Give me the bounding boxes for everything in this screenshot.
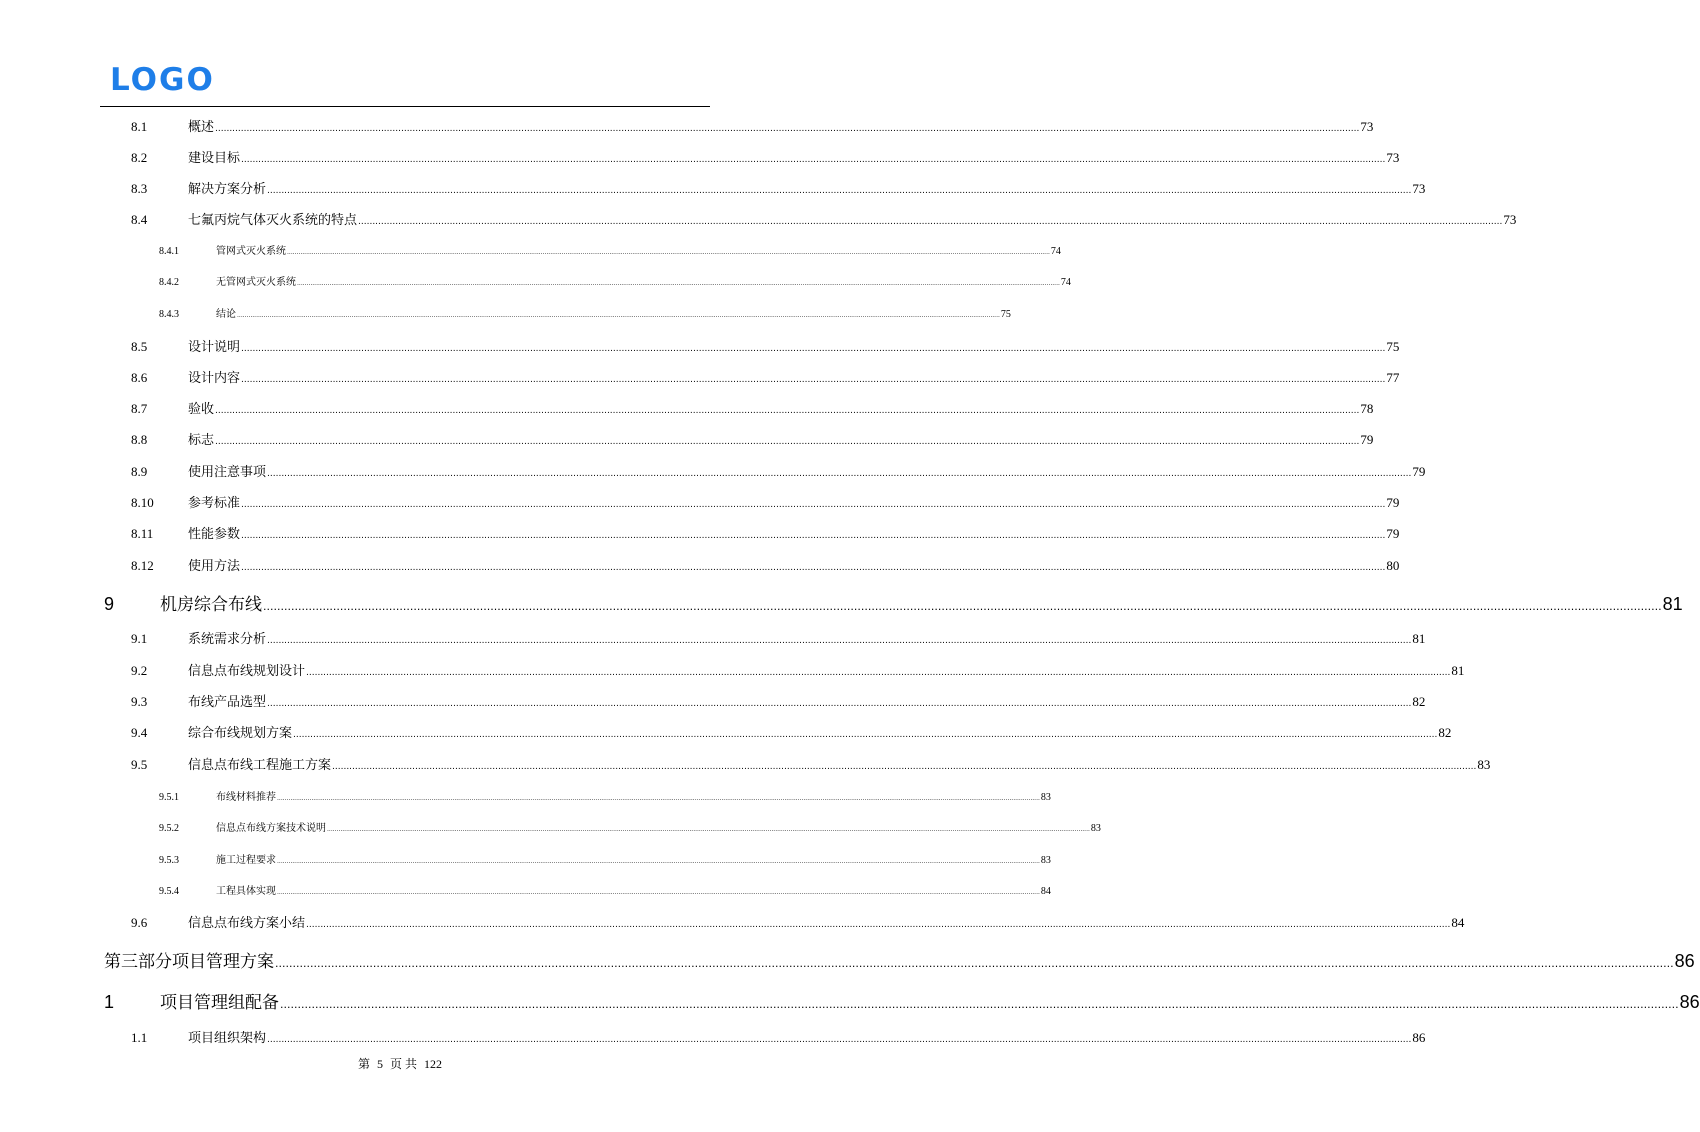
toc-entry-number: 9.1 bbox=[131, 631, 148, 646]
toc-dot-leader: ................................................................................................................................................................................................................................................................................................................................................................................................................ bbox=[215, 124, 1360, 134]
footer-mid: 页 共 bbox=[390, 1057, 418, 1071]
toc-entry-page: 79 bbox=[1412, 464, 1426, 479]
toc-dot-leader: ................................................................................................................................................................................................................................................................................................................................................................................................................ bbox=[277, 795, 1040, 802]
toc-entry-title: 信息点布线方案技术说明 bbox=[216, 823, 326, 834]
toc-dot-leader: ................................................................................................................................................................................................................................................................................................................................................................................................................ bbox=[267, 186, 1412, 196]
toc-entry[interactable] bbox=[131, 398, 1374, 417]
toc-entry[interactable] bbox=[131, 555, 1400, 574]
toc-dot-leader: ................................................................................................................................................................................................................................................................................................................................................................................................................ bbox=[267, 636, 1412, 646]
toc-entry-page: 75 bbox=[1000, 309, 1011, 320]
toc-entry-title: 施工过程要求 bbox=[216, 855, 276, 866]
toc-entry[interactable] bbox=[131, 912, 1465, 931]
toc-entry-number: 8.4.3 bbox=[159, 309, 179, 320]
toc-entry[interactable] bbox=[131, 178, 1426, 197]
toc-entry-page: 75 bbox=[1386, 339, 1400, 354]
toc-entry-number: 9.5.1 bbox=[159, 792, 179, 803]
toc-dot-leader: ................................................................................................................................................................................................................................................................................................................................................................................................................ bbox=[293, 730, 1438, 740]
toc-entry[interactable] bbox=[131, 523, 1400, 542]
toc-entry-title: 验收 bbox=[188, 402, 215, 417]
toc-entry-page: 81 bbox=[1662, 594, 1683, 614]
toc-entry-number: 8.7 bbox=[131, 401, 148, 416]
toc-entry[interactable] bbox=[159, 242, 1061, 257]
footer-prefix: 第 bbox=[357, 1057, 370, 1071]
toc-entry-page: 81 bbox=[1412, 631, 1426, 646]
logo: LOGO bbox=[110, 62, 215, 98]
toc-dot-leader: ................................................................................................................................................................................................................................................................................................................................................................................................................ bbox=[287, 249, 1050, 256]
toc-dot-leader: ................................................................................................................................................................................................................................................................................................................................................................................................................ bbox=[215, 406, 1360, 416]
toc-entry-number: 9.5.4 bbox=[159, 886, 179, 897]
toc-entry-number: 8.10 bbox=[131, 495, 154, 510]
toc-dot-leader: ................................................................................................................................................................................................................................................................................................................................................................................................................ bbox=[241, 344, 1386, 354]
toc-entry[interactable] bbox=[131, 691, 1426, 710]
toc-dot-leader: ................................................................................................................................................................................................................................................................................................................................................................................................................ bbox=[237, 312, 1000, 319]
toc-entry[interactable] bbox=[104, 947, 1695, 972]
toc-entry-title: 工程具体实现 bbox=[216, 886, 276, 897]
toc-dot-leader: ................................................................................................................................................................................................................................................................................................................................................................................................................ bbox=[267, 469, 1412, 479]
toc-dot-leader: ................................................................................................................................................................................................................................................................................................................................................................................................................ bbox=[306, 920, 1451, 930]
toc-entry-title: 项目组织架构 bbox=[188, 1031, 267, 1046]
toc-entry-number: 9.5.3 bbox=[159, 855, 179, 866]
toc-dot-leader: ................................................................................................................................................................................................................................................................................................................................................................................................................ bbox=[275, 957, 1674, 970]
toc-entry-page: 84 bbox=[1451, 915, 1465, 930]
toc-entry-page: 73 bbox=[1412, 181, 1426, 196]
toc-entry-number: 8.1 bbox=[131, 119, 148, 134]
toc-entry[interactable] bbox=[131, 492, 1400, 511]
toc-dot-leader: ................................................................................................................................................................................................................................................................................................................................................................................................................ bbox=[332, 762, 1477, 772]
toc-entry-title: 第三部分项目管理方案 bbox=[104, 952, 274, 972]
toc-entry-number: 8.4.1 bbox=[159, 246, 179, 257]
toc-entry-page: 77 bbox=[1386, 370, 1400, 385]
toc-entry-page: 83 bbox=[1040, 792, 1051, 803]
toc-entry-page: 73 bbox=[1503, 212, 1517, 227]
toc-entry-page: 86 bbox=[1674, 951, 1695, 971]
toc-entry[interactable] bbox=[131, 754, 1491, 773]
toc-entry-title: 标志 bbox=[188, 433, 215, 448]
toc-entry-page: 74 bbox=[1060, 277, 1071, 288]
toc-entry-page: 82 bbox=[1412, 694, 1426, 709]
toc-entry-title: 信息点布线工程施工方案 bbox=[188, 758, 332, 773]
toc-entry[interactable] bbox=[131, 461, 1426, 480]
toc-entry-title: 概述 bbox=[188, 120, 215, 135]
toc-entry-title: 设计内容 bbox=[188, 371, 241, 386]
toc-entry[interactable] bbox=[159, 882, 1051, 897]
toc-entry[interactable] bbox=[159, 819, 1101, 834]
toc-entry-title: 项目管理组配备 bbox=[160, 993, 279, 1013]
toc-entry-number: 8.8 bbox=[131, 432, 148, 447]
toc-entry-page: 78 bbox=[1360, 401, 1374, 416]
toc-dot-leader: ................................................................................................................................................................................................................................................................................................................................................................................................................ bbox=[267, 1035, 1412, 1045]
toc-entry-title: 七氟丙烷气体灭火系统的特点 bbox=[188, 213, 358, 228]
toc-entry[interactable] bbox=[131, 209, 1517, 228]
toc-dot-leader: ................................................................................................................................................................................................................................................................................................................................................................................................................ bbox=[241, 563, 1386, 573]
header-divider bbox=[100, 106, 710, 107]
toc-entry-title: 综合布线规划方案 bbox=[188, 726, 293, 741]
toc-entry[interactable] bbox=[131, 147, 1400, 166]
toc-entry-page: 79 bbox=[1360, 432, 1374, 447]
toc-dot-leader: ................................................................................................................................................................................................................................................................................................................................................................................................................ bbox=[241, 375, 1386, 385]
toc-entry-title: 使用注意事项 bbox=[188, 465, 267, 480]
toc-entry-page: 73 bbox=[1360, 119, 1374, 134]
toc-entry-number: 8.11 bbox=[131, 526, 154, 541]
toc-entry-title: 结论 bbox=[216, 309, 236, 320]
toc-entry-title: 设计说明 bbox=[188, 340, 241, 355]
toc-entry-number: 8.6 bbox=[131, 370, 148, 385]
toc-entry-page: 82 bbox=[1438, 725, 1452, 740]
toc-dot-leader: ................................................................................................................................................................................................................................................................................................................................................................................................................ bbox=[277, 889, 1040, 896]
toc-entry[interactable] bbox=[131, 628, 1426, 647]
toc-entry-title: 机房综合布线 bbox=[160, 595, 262, 615]
toc-entry-number: 9.4 bbox=[131, 725, 148, 740]
toc-dot-leader: ................................................................................................................................................................................................................................................................................................................................................................................................................ bbox=[241, 531, 1386, 541]
toc-dot-leader: ................................................................................................................................................................................................................................................................................................................................................................................................................ bbox=[327, 826, 1090, 833]
toc-entry[interactable] bbox=[159, 273, 1071, 288]
toc-dot-leader: ................................................................................................................................................................................................................................................................................................................................................................................................................ bbox=[297, 280, 1060, 287]
toc-entry[interactable] bbox=[104, 988, 1700, 1013]
toc-entry-number: 8.4 bbox=[131, 212, 148, 227]
toc-entry-number: 9.5.2 bbox=[159, 823, 179, 834]
toc-entry-number: 9.2 bbox=[131, 663, 148, 678]
toc-entry-number: 9.6 bbox=[131, 915, 148, 930]
toc-entry[interactable] bbox=[131, 367, 1400, 386]
toc-dot-leader: ................................................................................................................................................................................................................................................................................................................................................................................................................ bbox=[241, 155, 1386, 165]
toc-entry-page: 83 bbox=[1040, 855, 1051, 866]
toc-entry-page: 79 bbox=[1386, 495, 1400, 510]
toc-entry-title: 管网式灭火系统 bbox=[216, 246, 286, 257]
toc-entry-page: 86 bbox=[1412, 1030, 1426, 1045]
toc-entry[interactable] bbox=[131, 116, 1374, 135]
toc-dot-leader: ................................................................................................................................................................................................................................................................................................................................................................................................................ bbox=[358, 217, 1503, 227]
toc-entry-number: 9.5 bbox=[131, 757, 148, 772]
toc-entry[interactable] bbox=[131, 722, 1452, 741]
toc-dot-leader: ................................................................................................................................................................................................................................................................................................................................................................................................................ bbox=[241, 500, 1386, 510]
toc-entry-number: 1 bbox=[104, 992, 115, 1012]
toc-entry-number: 1.1 bbox=[131, 1030, 148, 1045]
toc-entry-page: 83 bbox=[1090, 823, 1101, 834]
toc-entry-title: 性能参数 bbox=[188, 527, 241, 542]
toc-entry-number: 9 bbox=[104, 594, 115, 614]
toc-entry-title: 布线产品选型 bbox=[188, 695, 267, 710]
toc-entry[interactable] bbox=[131, 1027, 1426, 1046]
toc-entry-title: 无管网式灭火系统 bbox=[216, 277, 296, 288]
toc-entry[interactable] bbox=[104, 590, 1683, 615]
toc-entry[interactable] bbox=[159, 788, 1051, 803]
toc-entry-title: 解决方案分析 bbox=[188, 182, 267, 197]
toc-entry-title: 系统需求分析 bbox=[188, 632, 267, 647]
toc-dot-leader: ................................................................................................................................................................................................................................................................................................................................................................................................................ bbox=[267, 699, 1412, 709]
toc-entry-title: 布线材料推荐 bbox=[216, 792, 276, 803]
toc-entry[interactable] bbox=[159, 305, 1011, 320]
toc-entry-page: 84 bbox=[1040, 886, 1051, 897]
toc-dot-leader: ................................................................................................................................................................................................................................................................................................................................................................................................................ bbox=[277, 858, 1040, 865]
toc-entry-title: 参考标准 bbox=[188, 496, 241, 511]
toc-dot-leader: ................................................................................................................................................................................................................................................................................................................................................................................................................ bbox=[215, 437, 1360, 447]
toc-entry-number: 8.3 bbox=[131, 181, 148, 196]
toc-entry-title: 信息点布线方案小结 bbox=[188, 916, 306, 931]
toc-entry-number: 8.5 bbox=[131, 339, 148, 354]
toc-entry-page: 83 bbox=[1477, 757, 1491, 772]
toc-entry-title: 建设目标 bbox=[188, 151, 241, 166]
toc-entry-page: 86 bbox=[1679, 992, 1700, 1012]
toc-entry-number: 8.12 bbox=[131, 558, 154, 573]
toc-entry-number: 8.4.2 bbox=[159, 277, 179, 288]
toc-entry[interactable] bbox=[159, 851, 1051, 866]
toc-entry-page: 81 bbox=[1451, 663, 1465, 678]
toc-dot-leader: ................................................................................................................................................................................................................................................................................................................................................................................................................ bbox=[306, 668, 1451, 678]
page-footer bbox=[0, 1055, 800, 1072]
footer-page-number: 5 bbox=[377, 1057, 383, 1071]
toc-dot-leader: ................................................................................................................................................................................................................................................................................................................................................................................................................ bbox=[263, 600, 1662, 613]
toc-entry-page: 80 bbox=[1386, 558, 1400, 573]
toc-entry-number: 8.9 bbox=[131, 464, 148, 479]
toc-dot-leader: ................................................................................................................................................................................................................................................................................................................................................................................................................ bbox=[280, 998, 1679, 1011]
toc-entry-number: 9.3 bbox=[131, 694, 148, 709]
toc-entry-title: 信息点布线规划设计 bbox=[188, 664, 306, 679]
toc-entry-title: 使用方法 bbox=[188, 559, 241, 574]
toc-entry[interactable] bbox=[131, 660, 1465, 679]
toc-entry[interactable] bbox=[131, 336, 1400, 355]
toc-entry-number: 8.2 bbox=[131, 150, 148, 165]
toc-entry[interactable] bbox=[131, 429, 1374, 448]
toc-entry-page: 79 bbox=[1386, 526, 1400, 541]
toc-entry-page: 73 bbox=[1386, 150, 1400, 165]
toc-entry-page: 74 bbox=[1050, 246, 1061, 257]
footer-total-pages: 122 bbox=[424, 1057, 443, 1071]
